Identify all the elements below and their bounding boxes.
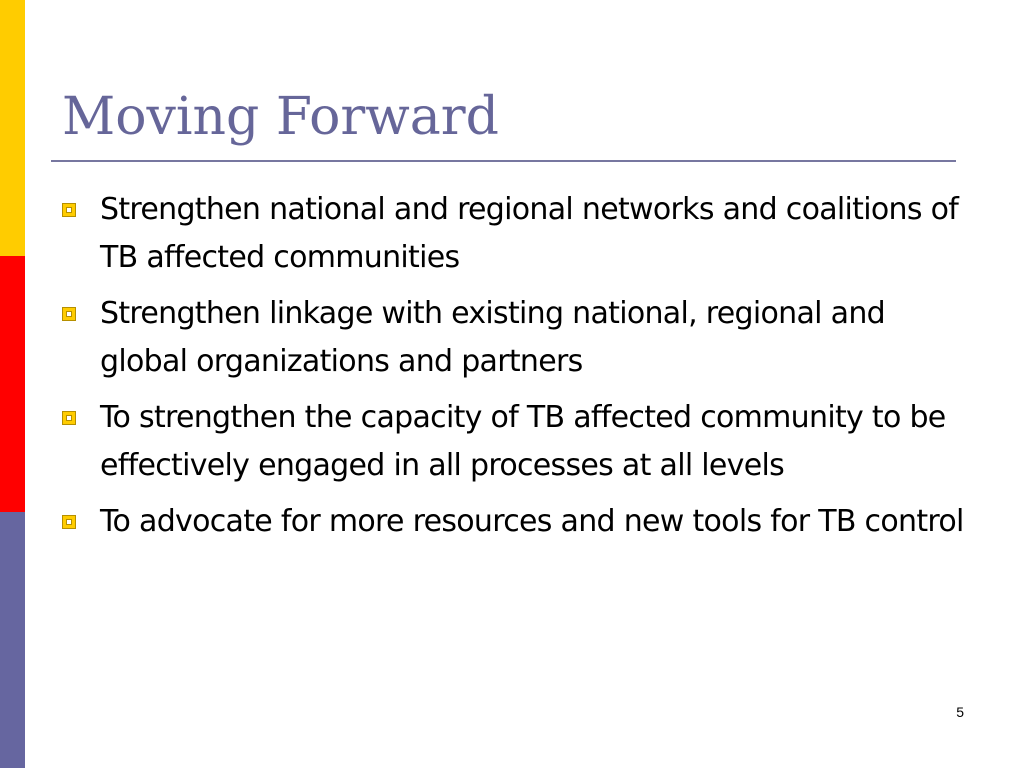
bullet-item <box>62 186 972 282</box>
bullet-text: To strengthen the capacity of TB affected community to be effectively engaged in all processes at all levels <box>100 400 946 483</box>
title-underline <box>51 160 956 162</box>
side-stripe-yellow <box>0 0 25 256</box>
bullet-text: To advocate for more resources and new tools for TB control <box>100 504 964 539</box>
bullet-list <box>62 186 972 554</box>
bullet-item <box>62 290 972 386</box>
slide-title: Moving Forward <box>62 87 499 147</box>
bullet-text: Strengthen linkage with existing national, regional and global organizations and partners <box>100 296 885 379</box>
page-number: 5 <box>956 704 964 720</box>
bullet-text: Strengthen national and regional networks and coalitions of TB affected communities <box>100 192 959 275</box>
bullet-item <box>62 498 972 546</box>
square-bullet-icon <box>62 411 76 425</box>
square-bullet-icon <box>62 307 76 321</box>
square-bullet-icon <box>62 203 76 217</box>
side-stripe-red <box>0 256 25 512</box>
bullet-item <box>62 394 972 490</box>
side-stripe-purple <box>0 512 25 768</box>
square-bullet-icon <box>62 515 76 529</box>
